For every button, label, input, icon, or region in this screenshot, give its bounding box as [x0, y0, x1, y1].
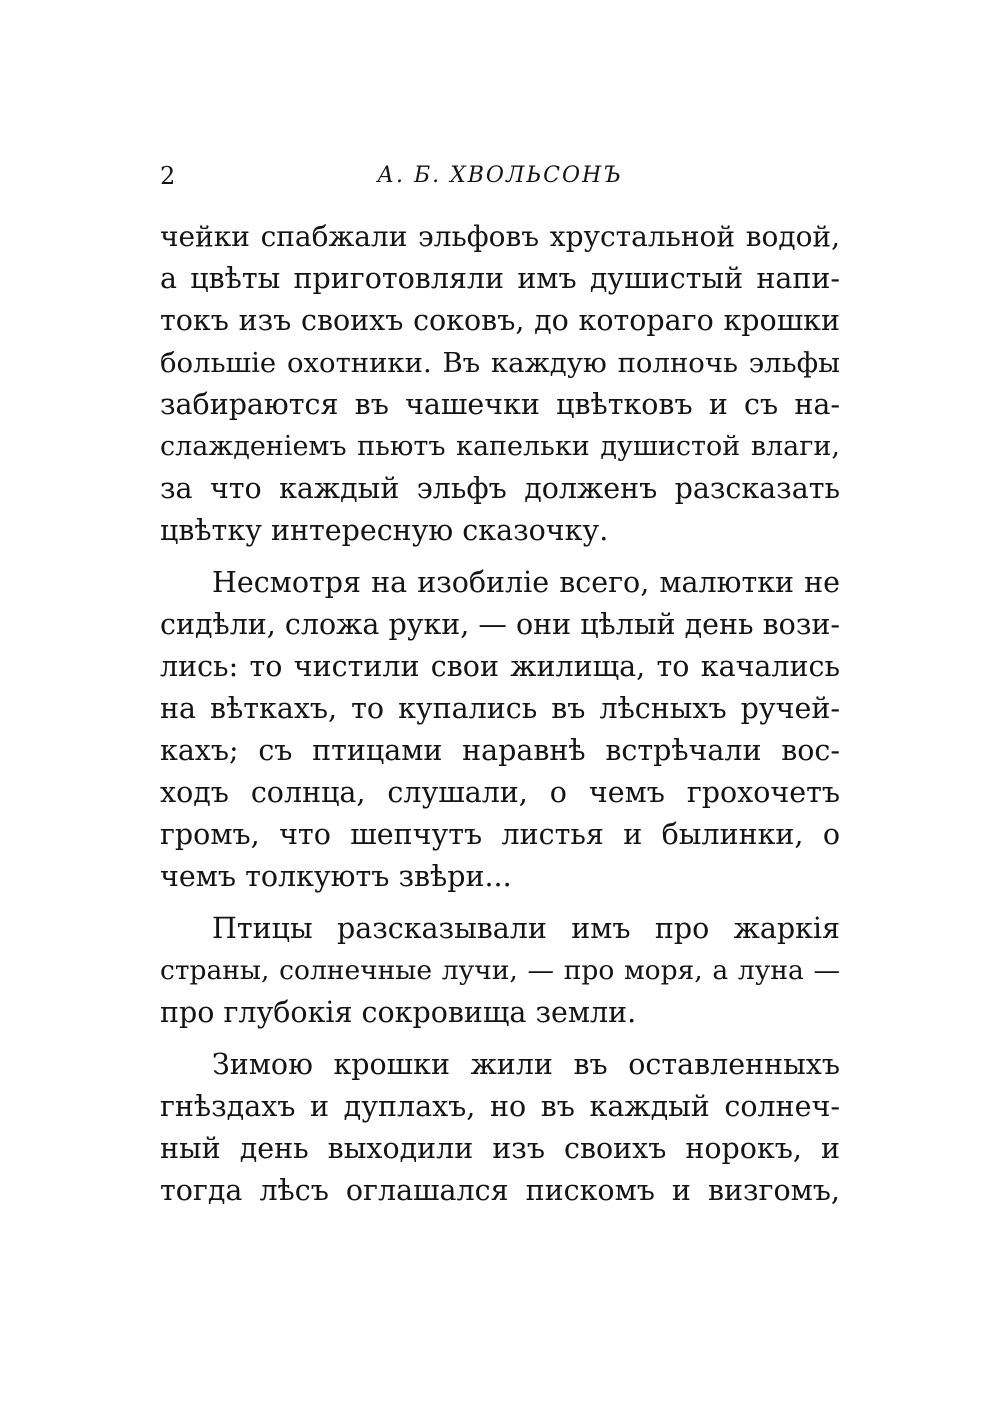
text-line: чейки спабжали эльфовъ хрустальной водой,: [160, 220, 840, 253]
text-line: ходъ солнца, слушали, о чемъ грохочетъ: [160, 776, 840, 809]
text-line: страны, солнечные лучи, — про моря, а луна —: [160, 955, 840, 986]
paragraph-gap: [160, 898, 840, 908]
text-line: на вѣткахъ, то купались въ лѣсныхъ ручей-: [160, 692, 840, 725]
text-line: цвѣтку интересную сказочку.: [160, 514, 609, 547]
text-line: про глубокія сокровища земли.: [160, 996, 637, 1029]
paragraph-gap: [160, 552, 840, 562]
text-line: забираются въ чашечки цвѣтковъ и съ на-: [160, 388, 840, 421]
text-line: громъ, что шепчутъ листья и былинки, о: [160, 818, 840, 851]
page-number: 2: [160, 162, 176, 190]
text-line: токъ изъ своихъ соковъ, до котораго крошки: [160, 304, 840, 337]
text-line: кахъ; съ птицами наравнѣ встрѣчали вос-: [160, 734, 840, 767]
page-header: [160, 160, 840, 196]
text-line: слажденіемъ пьютъ капельки душистой влаги,: [160, 431, 840, 462]
text-line: большіе охотники. Въ каждую полночь эльфы: [160, 347, 840, 379]
paragraph: [160, 1044, 840, 1212]
text-line: Птицы разсказывали имъ про жаркія: [212, 912, 840, 945]
paragraph: [160, 908, 840, 1034]
text-line: а цвѣты приготовляли имъ душистый напи-: [160, 262, 840, 295]
text-line: гнѣздахъ и дуплахъ, но въ каждый солнеч-: [160, 1090, 840, 1123]
text-line: тогда лѣсъ оглашался пискомъ и визгомъ,: [160, 1174, 840, 1207]
text-line: ный день выходили изъ своихъ норокъ, и: [160, 1132, 840, 1165]
text-line: чемъ толкуютъ звѣри...: [160, 860, 512, 893]
paragraph: [160, 562, 840, 898]
text-line: сидѣли, сложа руки, — они цѣлый день вози-: [160, 608, 840, 641]
paragraph: [160, 216, 840, 552]
paragraph-gap: [160, 1034, 840, 1044]
running-head: А. Б. ХВОЛЬСОНЪ: [377, 163, 623, 188]
text-line: Зимою крошки жили въ оставленныхъ: [212, 1048, 840, 1081]
text-line: за что каждый эльфъ долженъ разсказать: [160, 472, 840, 505]
body-text: [160, 216, 840, 1212]
text-line: лись: то чистили свои жилища, то качались: [160, 650, 840, 683]
text-line: Несмотря на изобиліе всего, малютки не: [212, 566, 840, 599]
